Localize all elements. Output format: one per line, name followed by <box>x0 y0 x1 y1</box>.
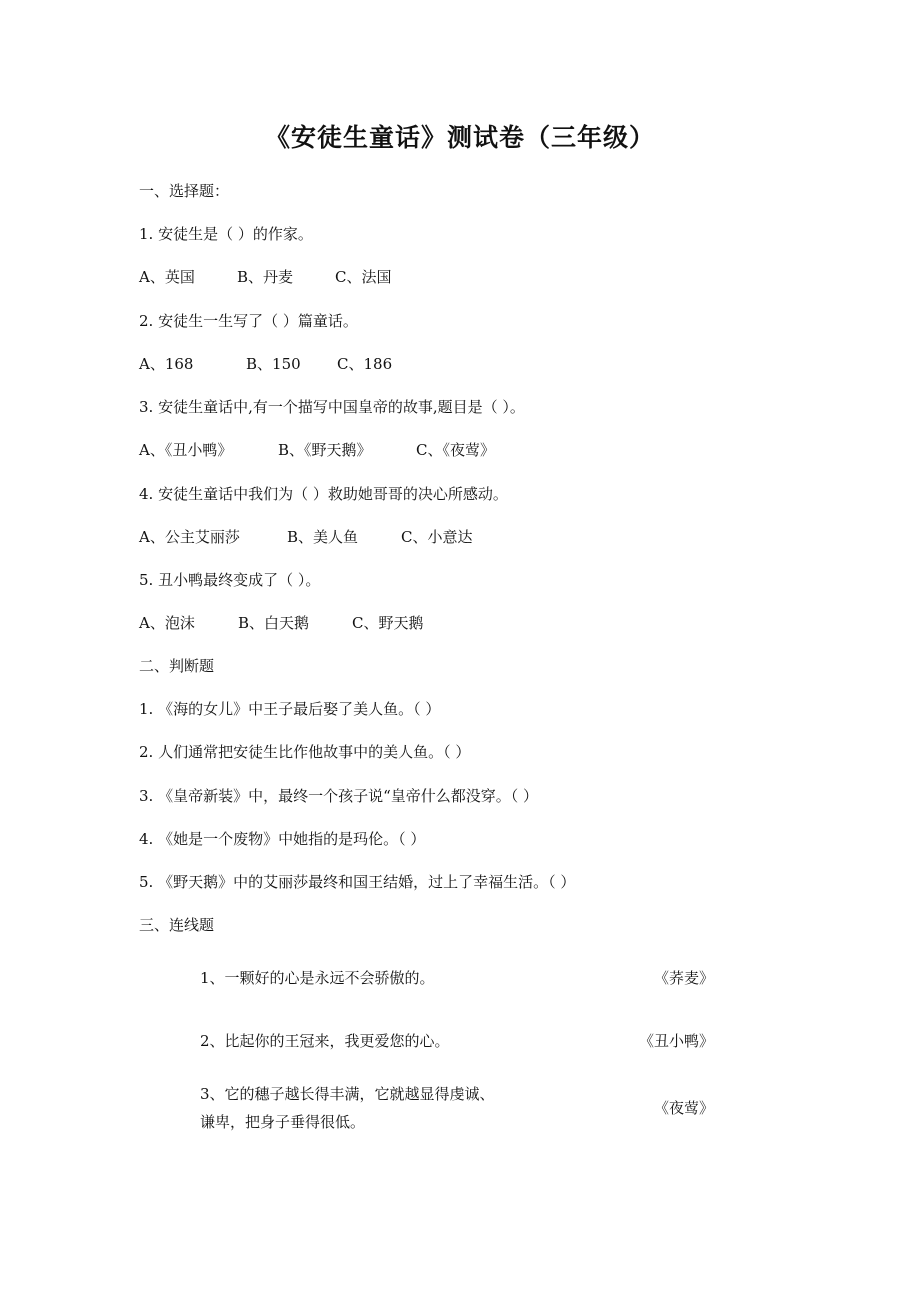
question-4: 4. 安徒生童话中我们为（ ）救助她哥哥的决心所感动。 <box>139 485 508 503</box>
match-left-2: 2、比起你的王冠来，我更爱您的心。 <box>200 1032 450 1050</box>
match-right-1: 《荞麦》 <box>653 969 714 987</box>
section-heading-choice: 一、选择题： <box>139 182 230 200</box>
question-2: 2. 安徒生一生写了（ ）篇童话。 <box>139 312 358 330</box>
question-1: 1. 安徒生是（ ）的作家。 <box>139 225 313 243</box>
q1-option-a: A、英国 <box>139 268 195 286</box>
q5-option-b: B、白天鹅 <box>238 614 310 632</box>
page-title: 《安徒生童话》测试卷（三年级） <box>264 123 655 152</box>
q5-option-a: A、泡沫 <box>139 614 195 632</box>
match-right-3: 《夜莺》 <box>653 1099 714 1117</box>
judge-item-1: 1. 《海的女儿》中王子最后娶了美人鱼。（ ） <box>139 700 441 718</box>
judge-item-2: 2. 人们通常把安徒生比作他故事中的美人鱼。（ ） <box>139 743 471 761</box>
q3-option-a: A、《丑小鸭》 <box>139 441 233 459</box>
q3-option-c: C、《夜莺》 <box>416 441 495 459</box>
judge-item-3: 3. 《皇帝新装》中，最终一个孩子说“皇帝什么都没穿。（ ） <box>139 787 539 805</box>
judge-item-4: 4. 《她是一个废物》中她指的是玛伦。（ ） <box>139 830 426 848</box>
q2-option-b: B、150 <box>246 355 301 373</box>
q2-option-c: C、186 <box>337 355 393 373</box>
q1-option-b: B、丹麦 <box>237 268 294 286</box>
match-right-2: 《丑小鸭》 <box>638 1032 714 1050</box>
q4-option-b: B、美人鱼 <box>287 528 359 546</box>
q2-option-a: A、168 <box>139 355 194 373</box>
q4-option-c: C、小意达 <box>401 528 473 546</box>
q5-option-c: C、野天鹅 <box>352 614 424 632</box>
q3-option-b: B、《野天鹅》 <box>278 441 372 459</box>
match-left-3-line1: 3、它的穗子越长得丰满，它就越显得虔诚、 <box>200 1085 495 1103</box>
section-heading-judge: 二、判断题 <box>139 657 215 675</box>
question-5: 5. 丑小鸭最终变成了（ ）。 <box>139 571 321 589</box>
question-3: 3. 安徒生童话中,有一个描写中国皇帝的故事,题目是（ ）。 <box>139 398 525 416</box>
judge-item-5: 5. 《野天鹅》中的艾丽莎最终和国王结婚，过上了幸福生活。（ ） <box>139 873 576 891</box>
section-heading-match: 三、连线题 <box>139 916 215 934</box>
match-left-1: 1、一颗好的心是永远不会骄傲的。 <box>200 969 435 987</box>
match-left-3-line2: 谦卑，把身子垂得很低。 <box>200 1113 366 1131</box>
q4-option-a: A、公主艾丽莎 <box>139 528 240 546</box>
q1-option-c: C、法国 <box>335 268 392 286</box>
